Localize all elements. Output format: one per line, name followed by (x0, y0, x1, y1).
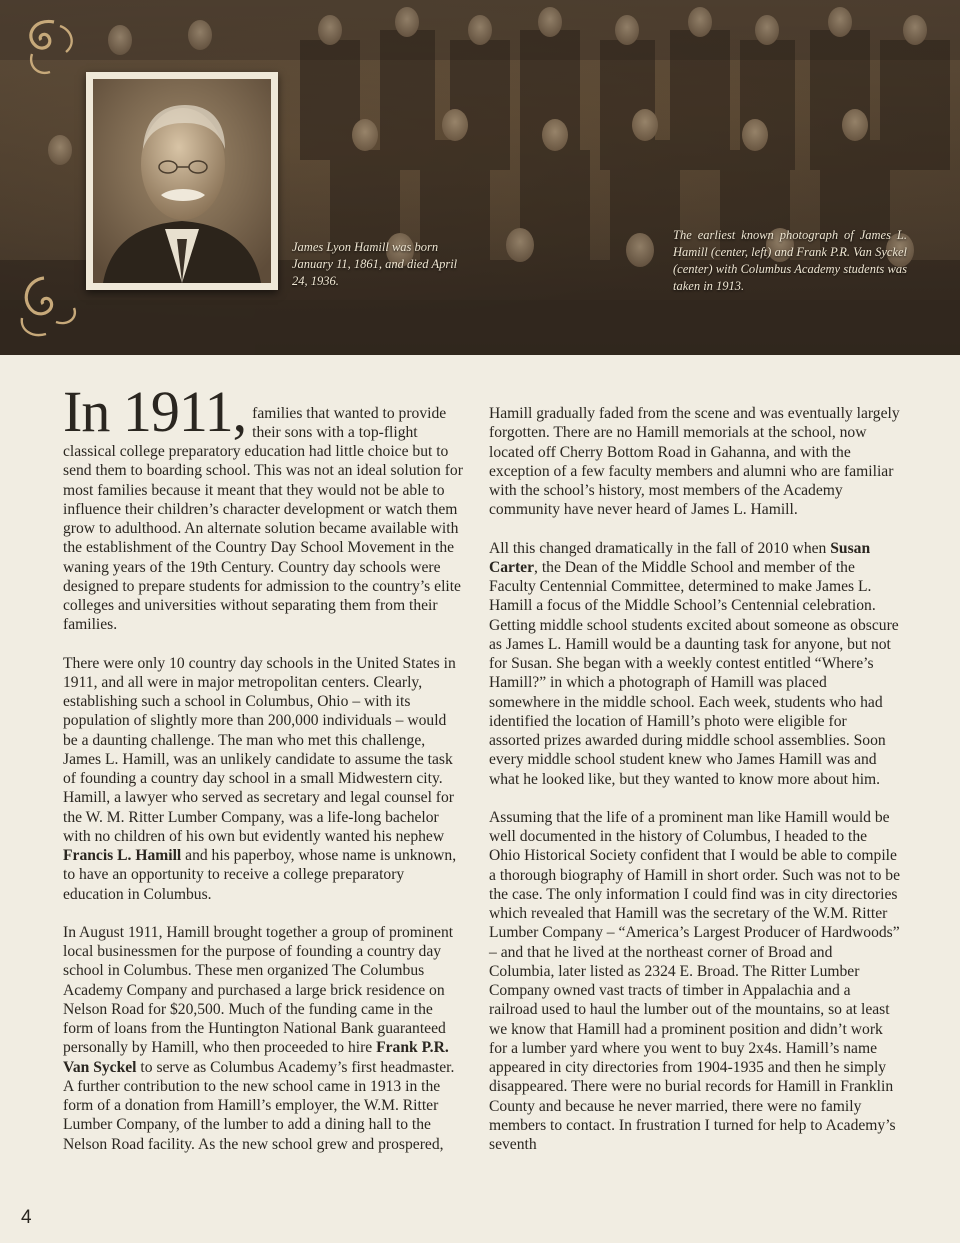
name-bold: Frank P.R. Van Syckel (63, 1039, 449, 1076)
portrait-james-hamill (93, 79, 271, 283)
paragraph: Hamill gradually faded from the scene and was eventually largely forgotten. There are no Hamill memorials at the school, now located off Cherry Bottom Road in Gahanna, and with the exception of a few faculty members and alumni who are familiar with the school’s history, most members of the Academy community have never heard of James L. Hamill. (489, 405, 900, 519)
paragraph: classical college preparatory education had little choice but to send them to boarding school. This was not an ideal solution for most families because it meant that they would not be able to influence their children’s character development or watch them grow to adulthood. An alternate solution became available with the establishment of the Country Day School Movement in the waning years of the 19th Century. Country day schools were designed to prepare students for admission to the country’s elite colleges and universities without separating them from their families. (63, 443, 463, 634)
ornament-flourish-bottom (12, 272, 84, 342)
ornament-flourish-top (14, 14, 84, 84)
article-column-right (489, 404, 901, 1173)
paragraph: There were only 10 country day schools in the United States in 1911, and all were in major metropolitan centers. Clearly, establishing such a school in Columbus, Ohio – with its population of slightly more than 200,000 individuals – would be a daunting challenge. The man who met this challenge, James L. Hamill, was an unlikely candidate to assume the task of founding a country day school in a small Midwestern city. Hamill, a lawyer who served as secretary and legal counsel for the W. M. Ritter Lumber Company, was a life-long bachelor with no children of his own but evidently wanted his nephew Francis L. Hamill and his paperboy, whose name is unknown, to have an opportunity to receive a college preparatory education in Columbus. (63, 654, 457, 903)
caption-group-photo: The earliest known photograph of James L. Hamill (center, left) and Frank P.R. Van Syckel (center) with Columbus Academy students was taken in 1913. (673, 228, 907, 293)
name-bold: Francis L. Hamill (63, 847, 182, 864)
portrait-frame (86, 72, 278, 290)
paragraph: All this changed dramatically in the fall of 2010 when Susan Carter, the Dean of the Middle School and member of the Faculty Centennial Committee, determined to make James L. Hamill a focus of the Middle School’s Centennial celebration. Getting middle school students excited about someone as obscure as James L. Hamill would be a daunting task for anyone, but not for Susan. She began with a weekly contest entitled “Where’s Hamill?” in which a photograph of Hamill was placed somewhere in the middle school. Each week, students who had identified the location of Hamill’s photo were eligible for assorted prizes awarded during middle school assemblies. Soon every middle school student knew who James Hamill was and what he looked like, but they wanted to know more about him. (489, 539, 899, 788)
name-bold: Susan Carter (489, 539, 871, 576)
intro-line-1: families that wanted to provide (252, 405, 447, 422)
caption-portrait: James Lyon Hamill was born January 11, 1861, and died April 24, 1936. (292, 240, 458, 288)
drop-cap-year: In 1911, (63, 379, 247, 444)
paragraph: Assuming that the life of a prominent man like Hamill would be well documented in the history of Columbus, I headed to the Ohio Historical Society confident that I would be able to compile a thorough biography of Hamill in short order. Such was not to be the case. The only information I could find was in city directories which revealed that Hamill was the secretary of the W.M. Ritter Lumber Company – “America’s Largest Producer of Hardwoods” – and that he lived at the northeast corner of Broad and Columbia, later listed as 2324 E. Broad. The Ritter Lumber Company owned vast tracts of timber in Appalachia and a railroad used to haul the lumber out of the mountains, so at least we know that Hamill had a prominent position and didn’t work for a lumber yard where you went to buy 2x4s. Hamill’s name appeared in city directories from 1904-1935 and then he simply disappeared. There were no burial records for Hamill in Franklin County and because he never married, there were no family members to contact. In frustration I turned for help to Academy’s seventh (489, 808, 901, 1153)
paragraph: In August 1911, Hamill brought together a group of prominent local businessmen for the purpose of founding a country day school in Columbus. These men organized The Columbus Academy Company and purchased a large brick residence on Nelson Road for $20,500. Much of the funding came in the form of loans from the Huntington National Bank guaranteed personally by Hamill, who then proceeded to hire Frank P.R. Van Syckel to serve as Columbus Academy’s first headmaster. A further contribution to the new school came in 1913 in the form of a donation from Hamill’s employer, the W.M. Ritter Lumber Company, of the lumber to add a dining hall to the Nelson Road facility. As the new school grew and prospered, (63, 923, 455, 1153)
page-number: 4 (21, 1207, 32, 1228)
article-column-left (63, 379, 463, 1173)
intro-line-2: their sons with a top-flight (252, 424, 418, 442)
header-photo-banner (0, 0, 960, 355)
